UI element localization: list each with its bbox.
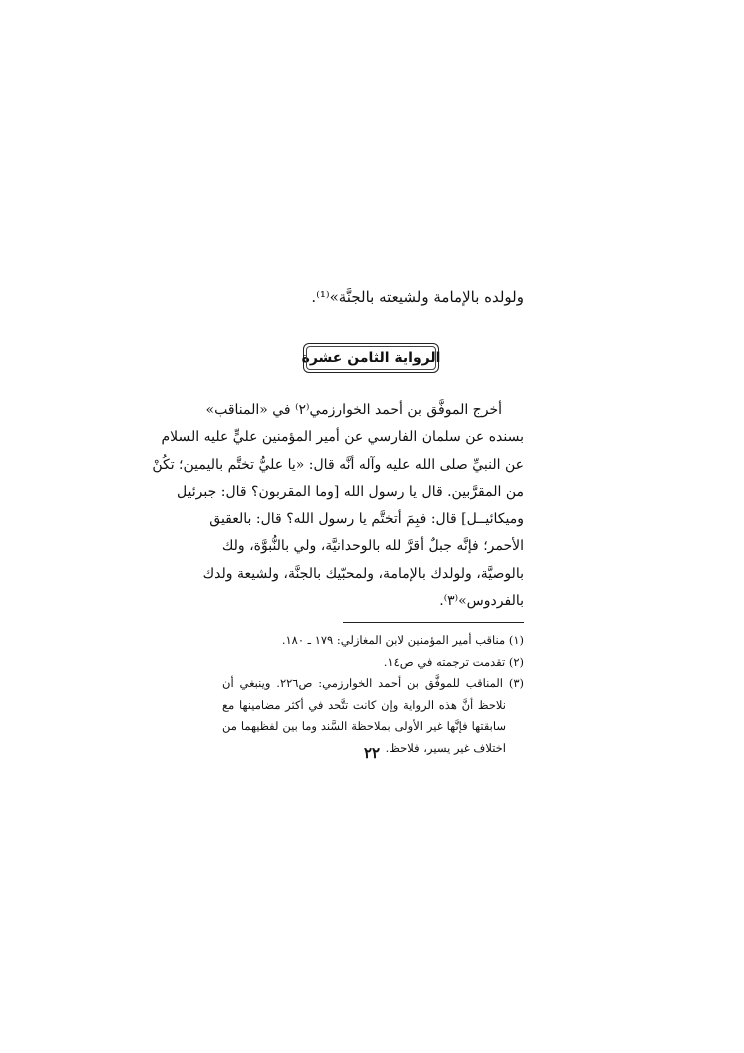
- footnote-3-continued: نلاحظ أنَّ هذه الرواية وإن كانت تتَّحد في أكثر مضامينها مع: [222, 697, 506, 712]
- footnote-3: (٣) المناقب للموفَّق بن أحمد الخوارزمي: ص٢٢٦. وينبغي أن: [222, 676, 524, 690]
- body-line: من المقرَّبين. قال يا رسول الله [وما المقربون؟ قال: جبرئيل: [176, 483, 524, 500]
- body-line: وميكائيــل] قال: فبِمَ أتختَّم يا رسول الله؟ قال: بالعقيق: [209, 511, 524, 528]
- footnote-1: (١) مناقب أمير المؤمنين لابن المغازلي: ١٧٩ ـ ١٨٠.: [281, 633, 524, 647]
- section-heading: الرواية الثامن عشرة: [301, 350, 441, 366]
- body-line: أخرج الموفَّق بن أحمد الخوارزمي⁽٢⁾ في «المناقب»: [205, 402, 502, 418]
- section-heading-box: [303, 343, 439, 373]
- body-line: بالفردوس»⁽٣⁾.: [439, 593, 524, 610]
- footnote-3-continued: اختلاف غير يسير، فلاحظ.: [385, 740, 506, 755]
- footnote-2: (٢) تقدمت ترجمته في ص١٤.: [383, 654, 524, 669]
- footnotes: [222, 630, 524, 759]
- body-line: عن النبيِّ صلى الله عليه وآله أنَّه قال: «يا عليُّ تختَّم باليمين؛ تكُنْ: [152, 456, 524, 473]
- body-line: الأحمر؛ فإنَّه جبلٌ أقرَّ لله بالوحدانيَّة، ولي بالنُّبوَّة، ولك: [221, 538, 524, 555]
- body-line: بسنده عن سلمان الفارسي عن أمير المؤمنين عليٍّ عليه السلام: [161, 429, 524, 446]
- body-line: بالوصيَّة، ولولدك بالإمامة، ولمحبّيك بالجنَّة، ولشيعة ولدك: [202, 565, 524, 582]
- continuation-line: ولولده بالإمامة ولشيعته بالجنَّة»⁽¹⁾.: [311, 288, 524, 306]
- footnote-3-continued: سابقتها فإنَّها غير الأولى بملاحظة السَّند وما بين لفظيهما من: [222, 719, 506, 733]
- footnote-separator: [343, 622, 524, 623]
- page-number: ٢٢: [363, 744, 381, 762]
- narration-body: [152, 397, 524, 615]
